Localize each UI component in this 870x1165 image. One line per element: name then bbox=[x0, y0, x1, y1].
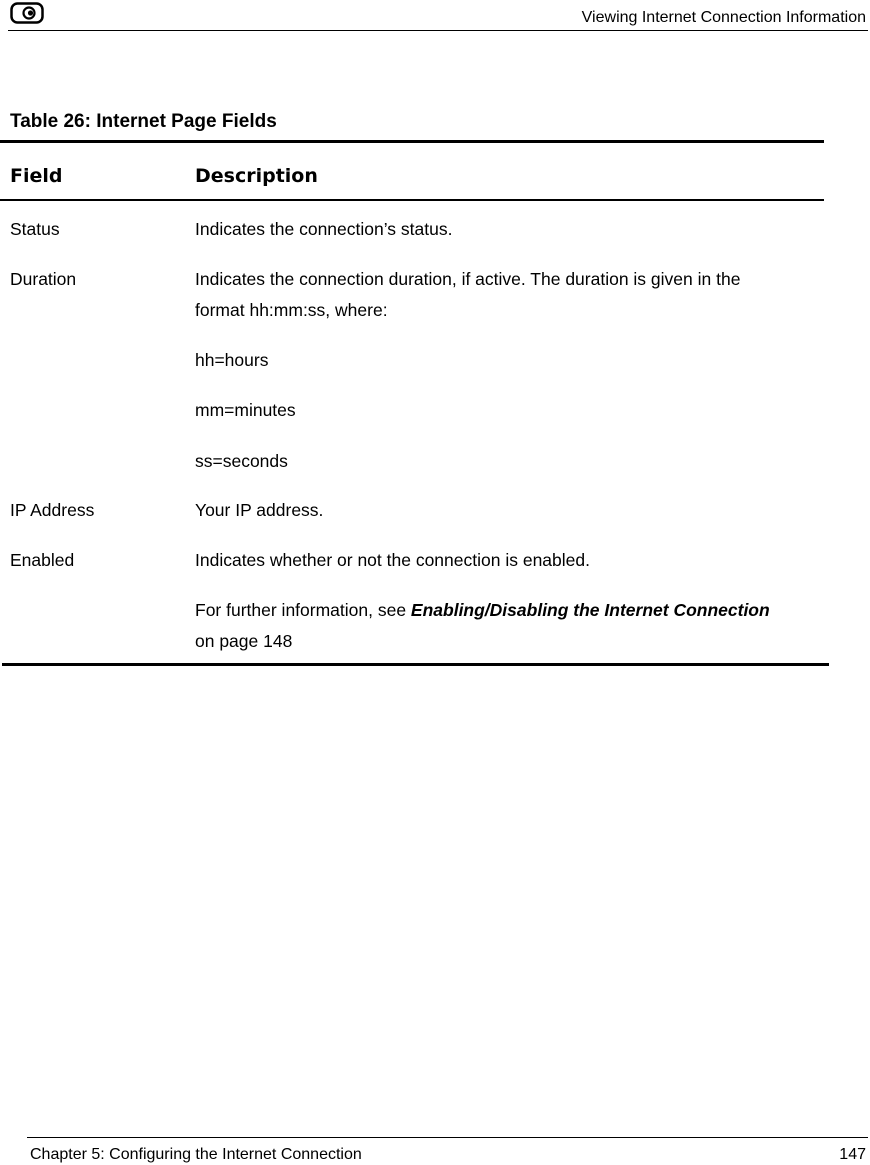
brand-logo bbox=[10, 2, 44, 24]
page-number: 147 bbox=[839, 1146, 866, 1163]
description-enabled-line1: Indicates whether or not the connection is enabled. bbox=[195, 550, 590, 570]
table-bottom-rule bbox=[2, 663, 829, 666]
description-status: Indicates the connection’s status. bbox=[195, 219, 453, 239]
description-duration-minutes: mm=minutes bbox=[195, 400, 296, 420]
description-duration-seconds: ss=seconds bbox=[195, 451, 288, 471]
field-enabled: Enabled bbox=[10, 550, 75, 570]
table-header-rule bbox=[0, 199, 824, 201]
description-duration-line2: format hh:mm:ss, where: bbox=[195, 300, 388, 320]
field-ip-address: IP Address bbox=[10, 500, 95, 520]
cross-reference-link[interactable]: Enabling/Disabling the Internet Connection bbox=[410, 600, 770, 620]
description-enabled-line3: on page 148 bbox=[195, 631, 293, 651]
field-duration: Duration bbox=[10, 269, 77, 289]
footer-chapter: Chapter 5: Configuring the Internet Connection bbox=[30, 1146, 362, 1163]
header-divider bbox=[8, 30, 868, 31]
description-enabled-line2 bbox=[195, 595, 770, 625]
description-duration-hours: hh=hours bbox=[195, 350, 269, 370]
see-also-text: For further information, see bbox=[195, 600, 411, 620]
column-header-description: Description bbox=[195, 165, 318, 187]
table-caption: Table 26: Internet Page Fields bbox=[10, 111, 277, 132]
description-duration-line1: Indicates the connection duration, if active. The duration is given in the bbox=[195, 269, 741, 289]
column-header-field: Field bbox=[10, 165, 63, 187]
footer-divider bbox=[27, 1137, 868, 1138]
description-ip-address: Your IP address. bbox=[195, 500, 324, 520]
table-top-rule bbox=[0, 140, 824, 143]
field-status: Status bbox=[10, 219, 60, 239]
running-header: Viewing Internet Connection Information bbox=[581, 9, 866, 26]
